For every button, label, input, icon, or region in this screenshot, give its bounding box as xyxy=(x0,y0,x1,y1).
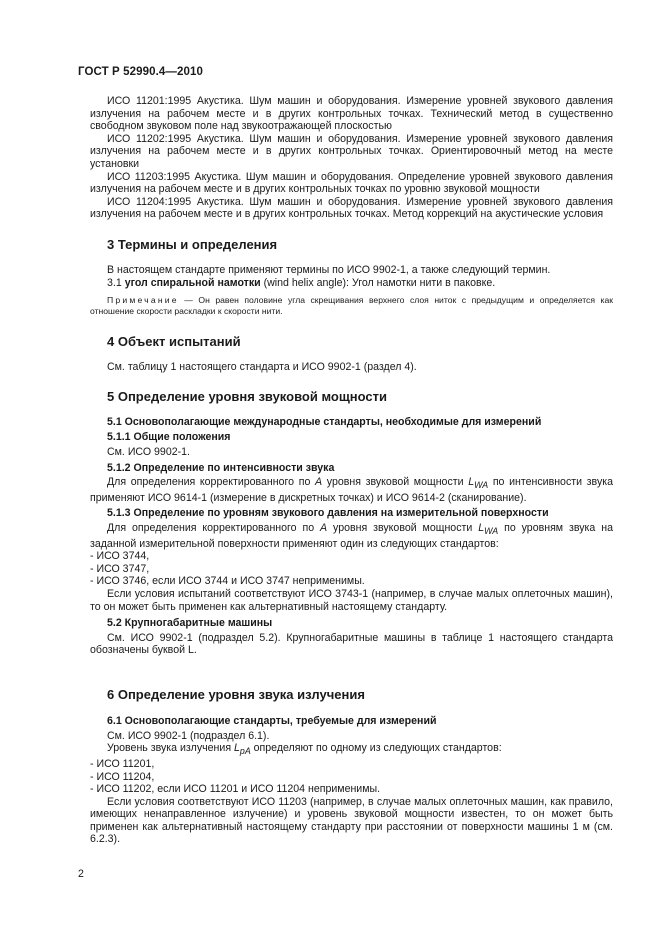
section-5-2-heading: 5.2 Крупногабаритные машины xyxy=(107,617,273,630)
list-item: - ИСО 3744, xyxy=(90,550,150,563)
note-text: — Он равен половине угла скрещивания верхнего слоя ниток с предыдущим и определяется как отношение скорости раскладки к скорости нити. xyxy=(90,295,613,317)
section-4-heading: 4 Объект испытаний xyxy=(107,334,241,350)
list-item: - ИСО 3747, xyxy=(90,562,150,575)
list-item: - ИСО 11202, если ИСО 11201 и ИСО 11204 неприменимы. xyxy=(90,783,381,796)
symbol-subscript: pA xyxy=(239,746,251,757)
document-body xyxy=(90,95,613,846)
text-run: по уровням звука на заданной измерительной поверхности применяют один из следующих стандартов: xyxy=(90,521,613,550)
note-label: Примечание xyxy=(107,295,179,306)
text-run: уровня звуковой мощности xyxy=(322,476,469,489)
ref-iso-11203: ИСО 11203:1995 Акустика. Шум машин и оборудования. Определение уровней звукового давления излучения на рабочем месте и в других контрольных точках по уровню звуковой мощности xyxy=(90,170,613,196)
section-5-heading: 5 Определение уровня звуковой мощности xyxy=(107,388,388,404)
section-5-1-1-text: См. ИСО 9902-1. xyxy=(107,445,190,458)
symbol-L: L xyxy=(478,521,485,534)
section-5-1-2-text xyxy=(90,476,613,504)
ref-iso-11202: ИСО 11202:1995 Акустика. Шум машин и оборудования. Измерение уровней звукового давления излучения на рабочем месте и в других контрольных точках. Ориентировочный метод на месте установки xyxy=(90,132,613,170)
symbol-subscript: WA xyxy=(484,526,499,537)
section-3-heading: 3 Термины и определения xyxy=(107,236,278,252)
text-italic: А xyxy=(320,521,328,534)
page-number: 2 xyxy=(78,868,84,880)
text-run: Уровень звука излучения xyxy=(107,742,234,755)
symbol-L: L xyxy=(468,476,475,489)
ref-iso-11201: ИСО 11201:1995 Акустика. Шум машин и оборудования. Измерение уровней звукового давления излучения на рабочем месте и в других контрольных точках. Технический метод в существенно свободном звуковом поле над звукоотражающей плоскостью xyxy=(90,95,613,133)
section-6-1-heading: 6.1 Основополагающие стандарты, требуемые для измерений xyxy=(107,715,437,728)
symbol-subscript: WA xyxy=(474,480,489,491)
section-3-intro: В настоящем стандарте применяют термины по ИСО 9902-1, а также следующий термин. xyxy=(107,263,551,276)
section-5-1-1-heading: 5.1.1 Общие положения xyxy=(107,431,231,444)
section-4-text: См. таблицу 1 настоящего стандарта и ИСО 9902-1 (раздел 4). xyxy=(107,361,417,374)
section-6-1-level xyxy=(90,742,613,758)
section-6-1-text: См. ИСО 9902-1 (подраздел 6.1). xyxy=(107,729,270,742)
definition-3-1 xyxy=(90,277,613,290)
text-italic: А xyxy=(315,476,323,489)
ref-iso-11204: ИСО 11204:1995 Акустика. Шум машин и оборудования. Измерение уровней звукового давления излучения на рабочем месте и в других контрольных точках. Метод коррекций на акустические условия xyxy=(90,195,613,221)
definition-number: 3.1 xyxy=(107,276,122,289)
list-item: - ИСО 11201, xyxy=(90,757,155,770)
symbol-L: L xyxy=(234,742,240,755)
text-run: Для определения корректированного по xyxy=(107,521,321,534)
section-5-1-3-heading: 5.1.3 Определение по уровням звукового давления на измерительной поверхности xyxy=(107,507,549,520)
section-5-1-3-alt: Если условия испытаний соответствуют ИСО 3743-1 (например, в случае малых оплеточных машин), то он может быть применен как альтернативный настоящему стандарту. xyxy=(90,588,613,613)
text-run: уровня звуковой мощности xyxy=(327,521,479,534)
definition-term: угол спиральной намотки xyxy=(124,276,261,289)
text-run: Для определения корректированного по xyxy=(107,476,316,489)
list-item: - ИСО 11204, xyxy=(90,770,155,783)
section-5-2-text: См. ИСО 9902-1 (подраздел 5.2). Крупногабаритные машины в таблице 1 настоящего стандарта обозначены буквой L. xyxy=(90,631,613,657)
section-6-1-alt: Если условия соответствуют ИСО 11203 (например, в случае малых оплеточных машин, как правило, имеющих ненаправленное излучение) и уровень звуковой мощности известен, то он может быть применен как альтернативный настоящему стандарту при расстоянии от поверхности машины 1 м (см. 6.2.3). xyxy=(90,795,613,846)
list-item: - ИСО 3746, если ИСО 3744 и ИСО 3747 неприменимы. xyxy=(90,575,365,588)
section-6-heading: 6 Определение уровня звука излучения xyxy=(107,687,365,703)
document-header: ГОСТ Р 52990.4—2010 xyxy=(78,66,203,78)
section-5-1-2-heading: 5.1.2 Определение по интенсивности звука xyxy=(107,461,335,474)
text-run: по интенсивности звука применяют ИСО 9614-1 (измерение в дискретных точках) и ИСО 9614-2 (сканирование). xyxy=(90,476,613,504)
text-run: определяют по одному из следующих стандартов: xyxy=(250,742,502,755)
definition-text: (wind helix angle): Угол намотки нити в паковке. xyxy=(260,276,496,289)
note xyxy=(90,295,613,317)
section-5-1-3-text xyxy=(90,522,613,550)
section-5-1-heading: 5.1 Основополагающие международные стандарты, необходимые для измерений xyxy=(107,415,542,428)
